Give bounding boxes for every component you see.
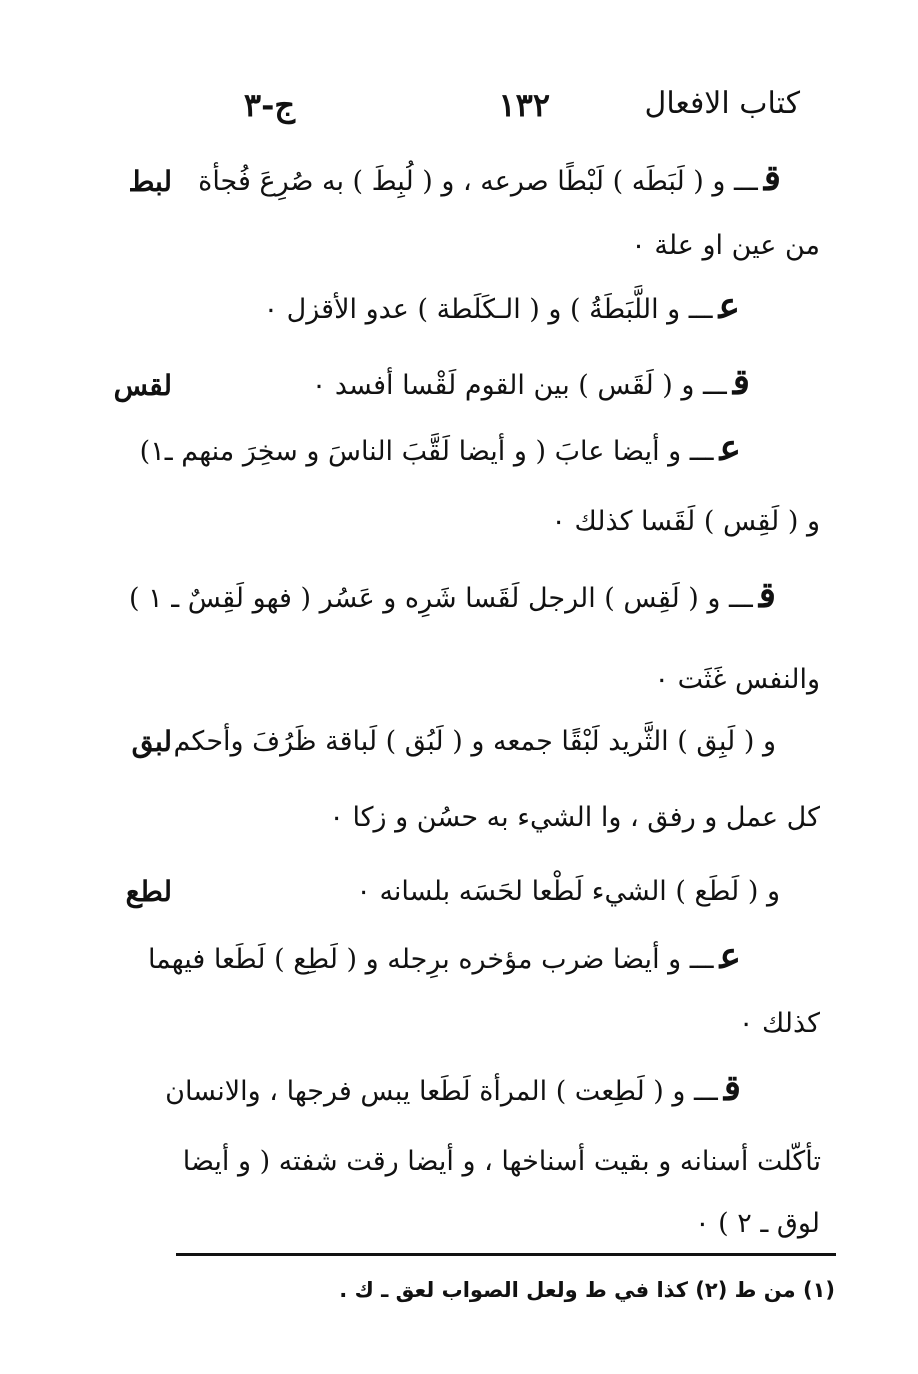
text-line bbox=[147, 935, 741, 980]
line-text: ـــ و ( لَطِعت ) المرأة لَطَعا يبس فرجها ، والانسان bbox=[165, 1076, 718, 1107]
volume-label: ج-٣ bbox=[243, 86, 295, 124]
line-text: كذلك ٠ bbox=[738, 1008, 820, 1039]
root-word: لبق bbox=[131, 725, 172, 758]
line-text: و ( لَبِق ) الثَّريد لَبْقًا جمعه و ( لَبُق ) لَباقة ظَرُفَ وأحكم bbox=[173, 726, 776, 757]
root-word: لطع bbox=[125, 875, 172, 908]
text-line bbox=[600, 660, 820, 700]
root-word: لبط bbox=[128, 165, 172, 198]
book-title: كتاب الافعال bbox=[644, 86, 800, 121]
source-marker: ق bbox=[758, 574, 776, 616]
line-text: ـــ و ( لَبَطَه ) لَبْطًا صرعه ، و ( لُبِطَ ) به صُرِعَ فُجأة bbox=[198, 166, 758, 197]
line-text: ـــ و اللَّبَطَةُ ) و ( الـكَلَطة ) عدو الأقزل ٠ bbox=[263, 294, 713, 325]
text-line bbox=[196, 158, 781, 202]
line-text: ـــ و ( لَقِس ) الرجل لَقَسا شَرِه و عَسُر ( فهو لَقِسٌ ـ ١ ) bbox=[129, 583, 753, 614]
root-word: لقس bbox=[113, 369, 172, 402]
line-text: ـــ و أيضا عابَ ( و أيضا لَقَّبَ الناسَ و سخِرَ منهم ـ١) bbox=[139, 436, 714, 467]
text-line bbox=[260, 286, 740, 330]
line-text: و ( لَطَع ) الشيء لَطْعا لحَسَه بلسانه ٠ bbox=[356, 876, 780, 907]
source-marker: ع bbox=[718, 285, 740, 327]
page-number: ١٣٢ bbox=[498, 86, 550, 124]
text-line bbox=[356, 872, 780, 912]
text-line bbox=[580, 226, 820, 266]
line-text: تأكّلت أسنانه و بقيت أسناخها ، و أيضا رقت شفته ( و أيضا bbox=[182, 1146, 821, 1177]
text-line bbox=[440, 502, 820, 542]
text-line bbox=[640, 1204, 820, 1244]
footnote: (١) من ط (٢) كذا في ط ولعل الصواب لعق ـ ك . bbox=[339, 1278, 835, 1302]
text-line bbox=[129, 574, 776, 619]
text-line bbox=[139, 427, 741, 472]
source-marker: ع bbox=[719, 935, 741, 977]
line-text: والنفس غَثَت ٠ bbox=[654, 664, 820, 695]
text-line bbox=[173, 722, 776, 762]
line-text: ـــ و ( لَقَس ) بين القوم لَقْسا أفسد ٠ bbox=[311, 370, 727, 401]
source-marker: ع bbox=[719, 427, 741, 469]
text-line bbox=[311, 361, 750, 406]
page-header bbox=[200, 86, 800, 136]
line-text: و ( لَقِس ) لَقَسا كذلك ٠ bbox=[551, 506, 820, 537]
source-marker: ق bbox=[723, 1067, 741, 1109]
text-line bbox=[182, 1142, 821, 1182]
line-text: من عين او علة ٠ bbox=[631, 230, 820, 261]
footnote-divider bbox=[176, 1253, 836, 1256]
text-line bbox=[165, 1067, 741, 1112]
text-line bbox=[329, 798, 820, 838]
source-marker: ق bbox=[763, 157, 781, 199]
text-line bbox=[680, 1004, 820, 1044]
line-text: ـــ و أيضا ضرب مؤخره برِجله و ( لَطِع ) لَطَعا فيهما bbox=[147, 944, 714, 975]
line-text: كل عمل و رفق ، وا الشيء به حسُن و زكا ٠ bbox=[329, 802, 820, 833]
source-marker: ق bbox=[732, 361, 750, 403]
line-text: لوق ـ ٢ ) ٠ bbox=[695, 1208, 820, 1239]
